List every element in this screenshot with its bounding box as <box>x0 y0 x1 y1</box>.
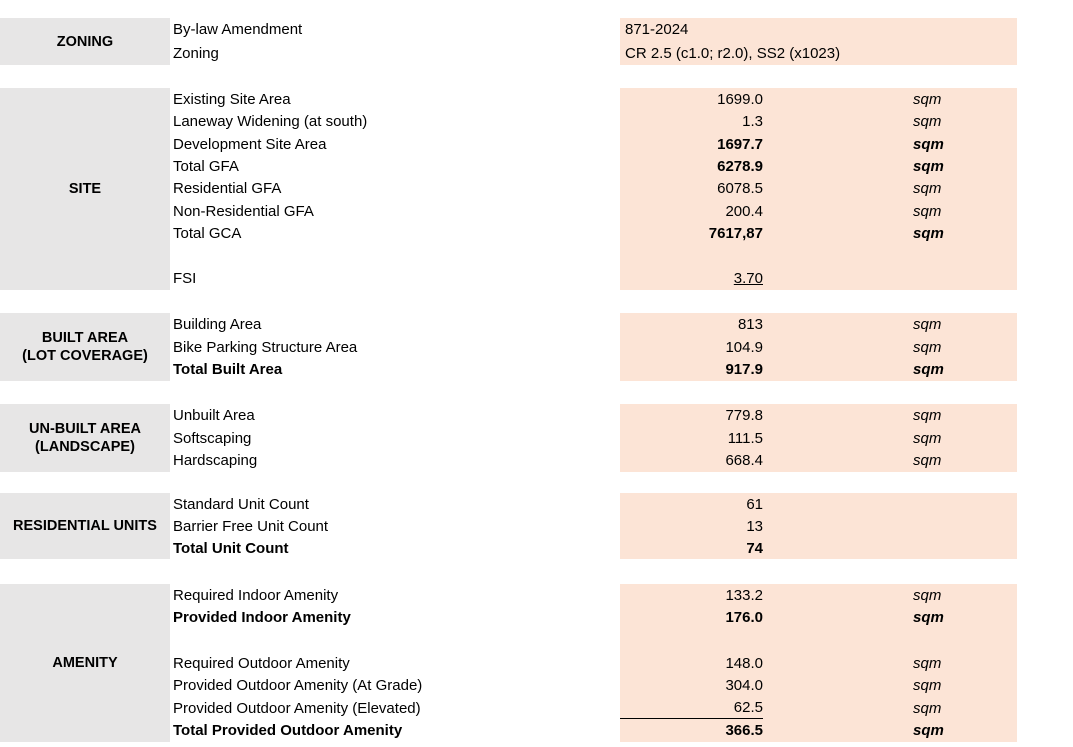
value-number-cell <box>620 537 763 559</box>
value-row <box>620 268 1017 290</box>
value-number-cell <box>620 515 763 537</box>
value-number: 813 <box>737 315 763 333</box>
value-number: 62.5 <box>733 699 763 717</box>
row-label <box>173 245 613 267</box>
values-box-residential-units <box>620 493 1017 559</box>
value-number-cell <box>620 110 763 132</box>
row-label: Total Built Area <box>173 361 283 379</box>
category-line: (LOT COVERAGE) <box>22 348 148 364</box>
unit-label: sqm <box>913 180 942 198</box>
value-number-cell <box>620 133 763 155</box>
value-row <box>620 313 1017 336</box>
value-number: 304.0 <box>725 677 763 695</box>
value-row <box>620 178 1017 200</box>
value-row <box>620 652 1017 675</box>
row-label: Softscaping <box>173 429 252 447</box>
unit-label: sqm <box>913 225 944 243</box>
row-label: Non-Residential GFA <box>173 202 314 220</box>
category-line: UN-BUILT AREA <box>29 421 141 437</box>
value-number-cell <box>620 607 763 630</box>
value-row <box>620 629 1017 652</box>
value-number: 1.3 <box>742 113 763 131</box>
unit-label: sqm <box>913 315 942 333</box>
row-label: Required Indoor Amenity <box>173 586 339 604</box>
row-label: FSI <box>173 270 197 288</box>
category-line: RESIDENTIAL UNITS <box>13 518 157 534</box>
value-row <box>620 155 1017 177</box>
section-site <box>0 88 1073 290</box>
row-label: Zoning <box>173 44 219 62</box>
value-number: 1697.7 <box>717 135 763 153</box>
unit-label: sqm <box>913 361 944 379</box>
value-row <box>620 404 1017 427</box>
row-labels-site <box>173 88 613 290</box>
value-number: 6278.9 <box>717 158 763 176</box>
row-labels-amenity <box>173 584 613 742</box>
value-number-cell <box>620 697 763 720</box>
section-amenity <box>0 584 1073 742</box>
unit-label: sqm <box>913 677 942 695</box>
value-number-cell <box>620 268 763 290</box>
value-number-cell <box>620 223 763 245</box>
value-row <box>620 110 1017 132</box>
value-number: 668.4 <box>725 452 763 470</box>
value-row <box>620 200 1017 222</box>
row-label: Required Outdoor Amenity <box>173 654 350 672</box>
values-box-amenity <box>620 584 1017 742</box>
value-number-cell <box>620 313 763 336</box>
unit-label: sqm <box>913 609 944 627</box>
row-label: Unbuilt Area <box>173 406 255 424</box>
row-label: Hardscaping <box>173 452 258 470</box>
value-row <box>620 584 1017 607</box>
unit-label: sqm <box>913 406 942 424</box>
value-number-cell <box>620 584 763 607</box>
value-number-cell <box>620 674 763 697</box>
value-row <box>620 607 1017 630</box>
unit-label: sqm <box>913 135 944 153</box>
value-row <box>620 515 1017 537</box>
unit-label: sqm <box>913 452 942 470</box>
section-unbuilt-area <box>0 404 1073 472</box>
value-number-cell <box>620 493 763 515</box>
value-number: 104.9 <box>725 338 763 356</box>
value-number-cell <box>620 427 763 450</box>
category-line: (LANDSCAPE) <box>35 439 135 455</box>
unit-label: sqm <box>913 338 942 356</box>
row-label: By-law Amendment <box>173 21 303 39</box>
unit-label: sqm <box>913 90 942 108</box>
row-label: Total Unit Count <box>173 539 289 557</box>
row-label: Residential GFA <box>173 180 282 198</box>
value-number: 917.9 <box>725 361 763 379</box>
value-row <box>620 42 1017 66</box>
value-row <box>620 245 1017 267</box>
unit-label: sqm <box>913 158 944 176</box>
value-number-cell <box>620 88 763 110</box>
value-number: 779.8 <box>725 406 763 424</box>
value-row <box>620 427 1017 450</box>
value-text-cell: 871-2024 <box>625 21 689 39</box>
value-number-cell <box>620 652 763 675</box>
value-number-cell <box>620 245 763 267</box>
category-label-built-area <box>0 313 170 381</box>
row-label: Provided Indoor Amenity <box>173 609 351 627</box>
value-number-cell <box>620 719 763 742</box>
value-text-cell: CR 2.5 (c1.0; r2.0), SS2 (x1023) <box>625 44 841 62</box>
row-labels-built-area <box>173 313 613 381</box>
value-number-cell <box>620 629 763 652</box>
row-labels-unbuilt-area <box>173 404 613 472</box>
row-label: Laneway Widening (at south) <box>173 113 368 131</box>
category-line: BUILT AREA <box>41 330 129 346</box>
value-row <box>620 88 1017 110</box>
row-label <box>173 629 613 652</box>
unit-label: sqm <box>913 699 942 717</box>
row-label: Barrier Free Unit Count <box>173 517 329 535</box>
value-row <box>620 336 1017 359</box>
category-line: SITE <box>68 181 102 197</box>
value-number: 133.2 <box>725 586 763 604</box>
section-residential-units <box>0 493 1073 559</box>
unit-label: sqm <box>913 586 942 604</box>
values-box-zoning <box>620 18 1017 65</box>
section-built-area <box>0 313 1073 381</box>
unit-label: sqm <box>913 722 944 740</box>
value-number: 13 <box>746 517 763 535</box>
category-line: ZONING <box>56 33 114 50</box>
value-row <box>620 223 1017 245</box>
row-label: Total GFA <box>173 158 239 176</box>
section-zoning <box>0 18 1073 65</box>
unit-label: sqm <box>913 429 942 447</box>
value-row <box>620 719 1017 742</box>
value-number: 7617,87 <box>708 225 763 243</box>
row-label: Provided Outdoor Amenity (Elevated) <box>173 699 421 717</box>
value-row <box>620 674 1017 697</box>
category-label-unbuilt-area <box>0 404 170 472</box>
value-number: 3.70 <box>733 270 763 288</box>
value-number: 366.5 <box>725 722 763 740</box>
value-number-cell <box>620 178 763 200</box>
category-label-site <box>0 88 170 290</box>
value-row <box>620 133 1017 155</box>
value-number: 200.4 <box>725 202 763 220</box>
value-row <box>620 697 1017 720</box>
value-row <box>620 358 1017 381</box>
value-number: 74 <box>746 539 763 557</box>
row-label: Bike Parking Structure Area <box>173 338 358 356</box>
row-label: Provided Outdoor Amenity (At Grade) <box>173 677 423 695</box>
values-box-built-area <box>620 313 1017 381</box>
value-number: 111.5 <box>727 429 763 447</box>
row-labels-residential-units <box>173 493 613 559</box>
row-label: Total Provided Outdoor Amenity <box>173 722 403 740</box>
value-number: 6078.5 <box>717 180 763 198</box>
row-label: Building Area <box>173 315 262 333</box>
unit-label: sqm <box>913 654 942 672</box>
value-row <box>620 449 1017 472</box>
category-label-residential-units <box>0 493 170 559</box>
value-number-cell <box>620 449 763 472</box>
value-number: 1699.0 <box>717 90 763 108</box>
unit-label: sqm <box>913 113 942 131</box>
row-labels-zoning <box>173 18 613 65</box>
category-line: AMENITY <box>52 655 118 671</box>
category-label-zoning <box>0 18 170 65</box>
category-label-amenity <box>0 584 170 742</box>
values-box-site <box>620 88 1017 290</box>
values-box-unbuilt-area <box>620 404 1017 472</box>
value-number-cell <box>620 200 763 222</box>
value-number: 176.0 <box>725 609 763 627</box>
value-row <box>620 537 1017 559</box>
value-number-cell <box>620 404 763 427</box>
row-label: Total GCA <box>173 225 242 243</box>
value-number: 148.0 <box>725 654 763 672</box>
row-label: Development Site Area <box>173 135 327 153</box>
row-label: Standard Unit Count <box>173 495 309 513</box>
value-number-cell <box>620 155 763 177</box>
value-number: 61 <box>746 495 763 513</box>
unit-label: sqm <box>913 202 942 220</box>
row-label: Existing Site Area <box>173 90 291 108</box>
value-row <box>620 18 1017 42</box>
value-number-cell <box>620 358 763 381</box>
value-number-cell <box>620 336 763 359</box>
value-row <box>620 493 1017 515</box>
